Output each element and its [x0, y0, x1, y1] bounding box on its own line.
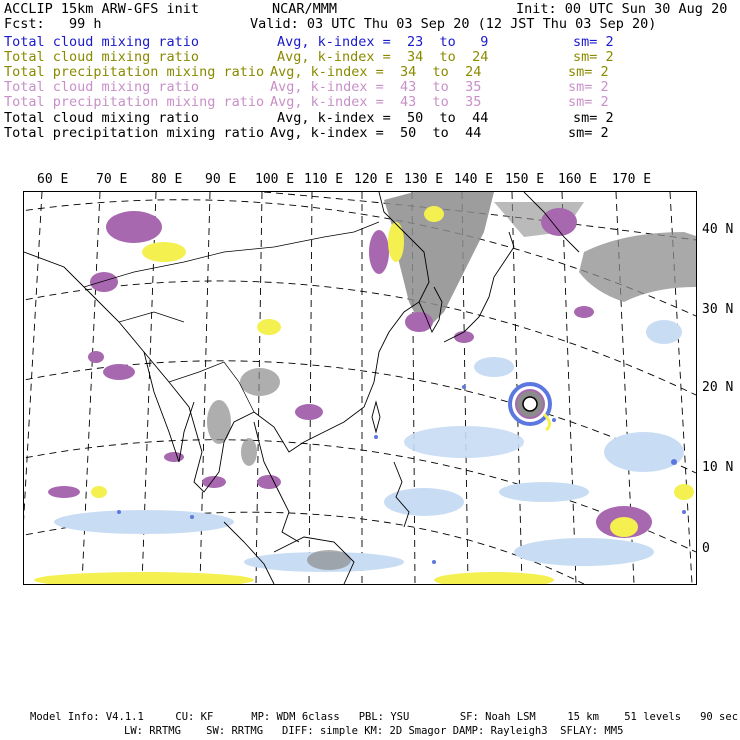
field-name-1: Total cloud mixing ratio	[4, 34, 200, 50]
lon-label-80e: 80 E	[151, 172, 183, 187]
field-name-4: Total cloud mixing ratio	[4, 79, 200, 95]
forecast-hour: Fcst: 99 h	[4, 16, 102, 32]
field-sm-2: sm= 2	[573, 49, 614, 65]
field-name-2: Total cloud mixing ratio	[4, 49, 200, 65]
lat-label-30n: 30 N	[702, 302, 734, 317]
lon-label-110e: 110 E	[304, 172, 344, 187]
field-avg-3: Avg, k-index = 34 to 24	[270, 64, 482, 80]
lon-label-130e: 130 E	[404, 172, 444, 187]
lon-label-140e: 140 E	[454, 172, 494, 187]
typhoon-feature	[510, 384, 550, 430]
lon-label-120e: 120 E	[354, 172, 394, 187]
lat-label-0: 0	[702, 541, 710, 556]
model-info-line-2: LW: RRTMG SW: RRTMG DIFF: simple KM: 2D Smagor DAMP: Rayleigh3 SFLAY: MM5	[124, 725, 624, 737]
field-avg-4: Avg, k-index = 43 to 35	[270, 79, 482, 95]
field-name-7: Total precipitation mixing ratio	[4, 125, 265, 141]
model-info-line-1: Model Info: V4.1.1 CU: KF MP: WDM 6class PBL: YSU SF: Noah LSM 15 km 51 levels 90 sec	[30, 711, 739, 723]
lon-label-100e: 100 E	[255, 172, 295, 187]
lat-label-20n: 20 N	[702, 380, 734, 395]
plot-title: ACCLIP 15km ARW-GFS init	[4, 1, 200, 17]
init-time: Init: 00 UTC Sun 30 Aug 20	[516, 1, 728, 17]
field-avg-5: Avg, k-index = 43 to 35	[270, 94, 482, 110]
field-sm-5: sm= 2	[568, 94, 609, 110]
map-canvas	[24, 192, 696, 584]
field-avg-6: Avg, k-index = 50 to 44	[277, 110, 489, 126]
lon-label-150e: 150 E	[505, 172, 545, 187]
lon-label-60e: 60 E	[37, 172, 69, 187]
lon-label-160e: 160 E	[558, 172, 598, 187]
field-sm-3: sm= 2	[568, 64, 609, 80]
field-name-3: Total precipitation mixing ratio	[4, 64, 265, 80]
field-sm-6: sm= 2	[573, 110, 614, 126]
lon-label-170e: 170 E	[612, 172, 652, 187]
field-avg-2: Avg, k-index = 34 to 24	[277, 49, 489, 65]
field-sm-7: sm= 2	[568, 125, 609, 141]
field-sm-4: sm= 2	[568, 79, 609, 95]
field-sm-1: sm= 2	[573, 34, 614, 50]
map-panel	[23, 191, 697, 585]
lon-label-90e: 90 E	[205, 172, 237, 187]
field-name-5: Total precipitation mixing ratio	[4, 94, 265, 110]
field-name-6: Total cloud mixing ratio	[4, 110, 200, 126]
center-label: NCAR/MMM	[272, 1, 338, 17]
lat-label-40n: 40 N	[702, 222, 734, 237]
valid-time: Valid: 03 UTC Thu 03 Sep 20 (12 JST Thu 03 Sep 20)	[250, 16, 657, 32]
lon-label-70e: 70 E	[96, 172, 128, 187]
field-avg-1: Avg, k-index = 23 to 9	[277, 34, 489, 50]
field-avg-7: Avg, k-index = 50 to 44	[270, 125, 482, 141]
lat-label-10n: 10 N	[702, 460, 734, 475]
